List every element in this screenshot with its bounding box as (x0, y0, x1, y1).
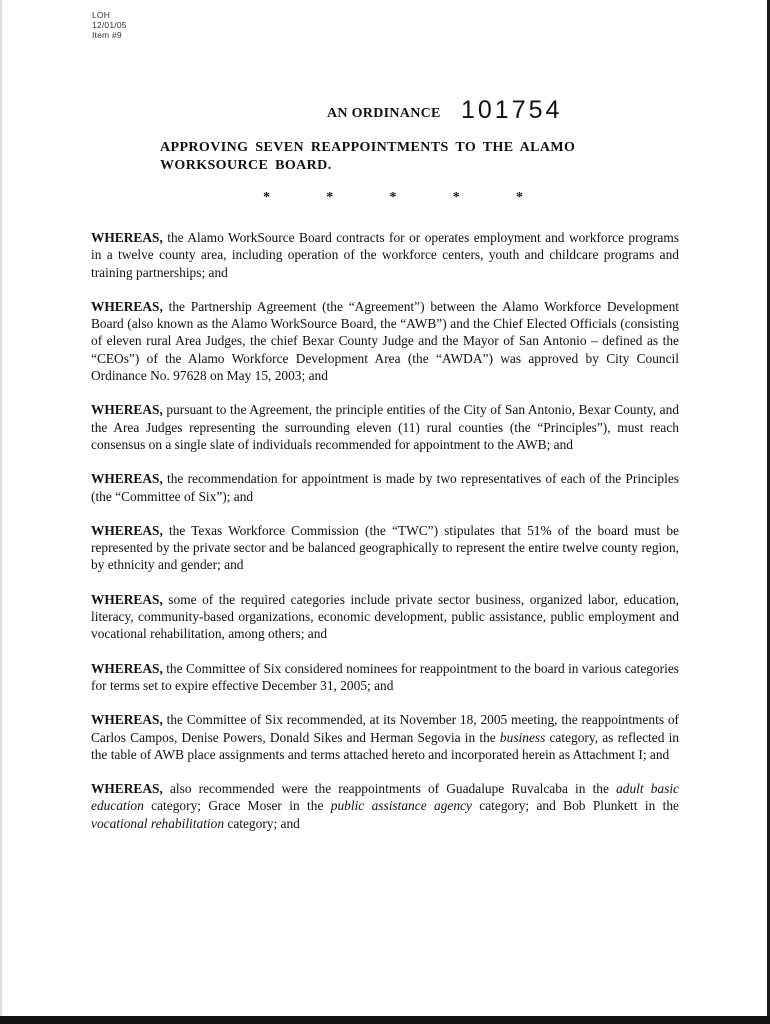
whereas-lead: WHEREAS, (91, 591, 163, 607)
ordinance-title: APPROVING SEVEN REAPPOINTMENTS TO THE ALAMO WORKSOURCE BOARD. (160, 140, 576, 173)
italic-term: public assistance agency (330, 798, 472, 814)
whereas-paragraph (91, 229, 679, 281)
separator-star: * (326, 190, 334, 205)
agenda-stamp (92, 10, 127, 40)
whereas-paragraph (91, 591, 679, 643)
whereas-lead: WHEREAS, (91, 712, 163, 728)
whereas-paragraph (91, 522, 679, 574)
whereas-paragraph (91, 660, 679, 695)
ordinance-label: AN ORDINANCE (327, 106, 441, 121)
whereas-lead: WHEREAS, (91, 781, 163, 797)
clause-text: the Committee of Six considered nominees for reappointment to the board in various categories for terms set to expire effective December 31, 2005; and (91, 660, 679, 693)
stamp-line: Item #9 (92, 30, 122, 40)
clause-text: pursuant to the Agreement, the principle entities of the City of San Antonio, Bexar County, and the Area Judges representing the surrounding eleven (11) rural counties (the “Principles”), must reach consensus on a single slate of individuals recommended for appointment to the AWB; and (91, 402, 679, 452)
italic-term: business (499, 729, 546, 745)
clause-text: category; Grace Moser in the (143, 798, 331, 814)
whereas-lead: WHEREAS, (91, 402, 163, 418)
separator-star: * (263, 190, 270, 205)
clause-text: the Committee of Six recommended, at its November 18, 2005 meeting, the reappointments of Carlos Campos, Denise Powers, Donald Sikes and Herman Segovia in the (91, 712, 679, 745)
stamp-line: LOH (92, 10, 111, 20)
clause-text: the Partnership Agreement (the “Agreement”) between the Alamo Workforce Development Board (also known as the Alamo WorkSource Board, the “AWB”) and the Chief Elected Officials (consisting of eleven rural Area Judges, the chief Bexar County Judge and the Mayor of San Antonio – defined as the “CEOs”) of the Alamo Workforce Development Area (the “AWDA”) was approved by City Council Ordinance No. 97628 on May 15, 2003; and (91, 298, 679, 384)
whereas-paragraph (91, 711, 679, 763)
clause-text: category, as reflected in the table of AWB place assignments and terms attached hereto and incorporated herein as Attachment I; and (91, 729, 679, 762)
whereas-paragraph (91, 780, 679, 832)
whereas-paragraph (91, 470, 679, 505)
scan-bottom-edge (0, 1016, 770, 1024)
separator-star: * (389, 190, 397, 205)
ordinance-number: 101754 (461, 96, 563, 124)
scan-left-edge (0, 0, 2, 1024)
ordinance-header (327, 96, 587, 132)
clause-text: the recommendation for appointment is made by two representatives of each of the Principles (the “Committee of Six”); and (91, 471, 679, 504)
separator-star: * (452, 190, 460, 205)
clause-text: the Texas Workforce Commission (the “TWC”) stipulates that 51% of the board must be represented by the private sector and be balanced geographically to represent the entire twelve county region, by ethnicity and gender; and (91, 522, 679, 573)
whereas-paragraph (91, 298, 679, 384)
whereas-clauses (91, 229, 679, 849)
clause-text: category; and (224, 815, 300, 831)
stamp-line: 12/01/05 (92, 20, 127, 30)
separator-star: * (516, 190, 523, 205)
clause-text: some of the required categories include private sector business, organized labor, education, literacy, community-based organizations, economic development, public assistance, public employment and vocational rehabilitation, among others; and (91, 591, 679, 642)
whereas-lead: WHEREAS, (91, 660, 163, 676)
whereas-lead: WHEREAS, (91, 298, 163, 314)
whereas-paragraph (91, 401, 679, 453)
whereas-lead: WHEREAS, (91, 522, 163, 538)
clause-text: category; and Bob Plunkett in the (471, 798, 679, 814)
whereas-lead: WHEREAS, (91, 230, 163, 245)
separator (263, 190, 523, 206)
clause-text: also recommended were the reappointments of Guadalupe Ruvalcaba in the (162, 781, 617, 797)
whereas-lead: WHEREAS, (91, 471, 163, 487)
clause-text: the Alamo WorkSource Board contracts for or operates employment and workforce programs in a twelve county area, including operation of the workforce centers, youth and childcare programs and training partnerships; and (91, 230, 679, 280)
italic-term: adult basic education (91, 781, 679, 814)
italic-term: vocational rehabilitation (91, 815, 225, 831)
